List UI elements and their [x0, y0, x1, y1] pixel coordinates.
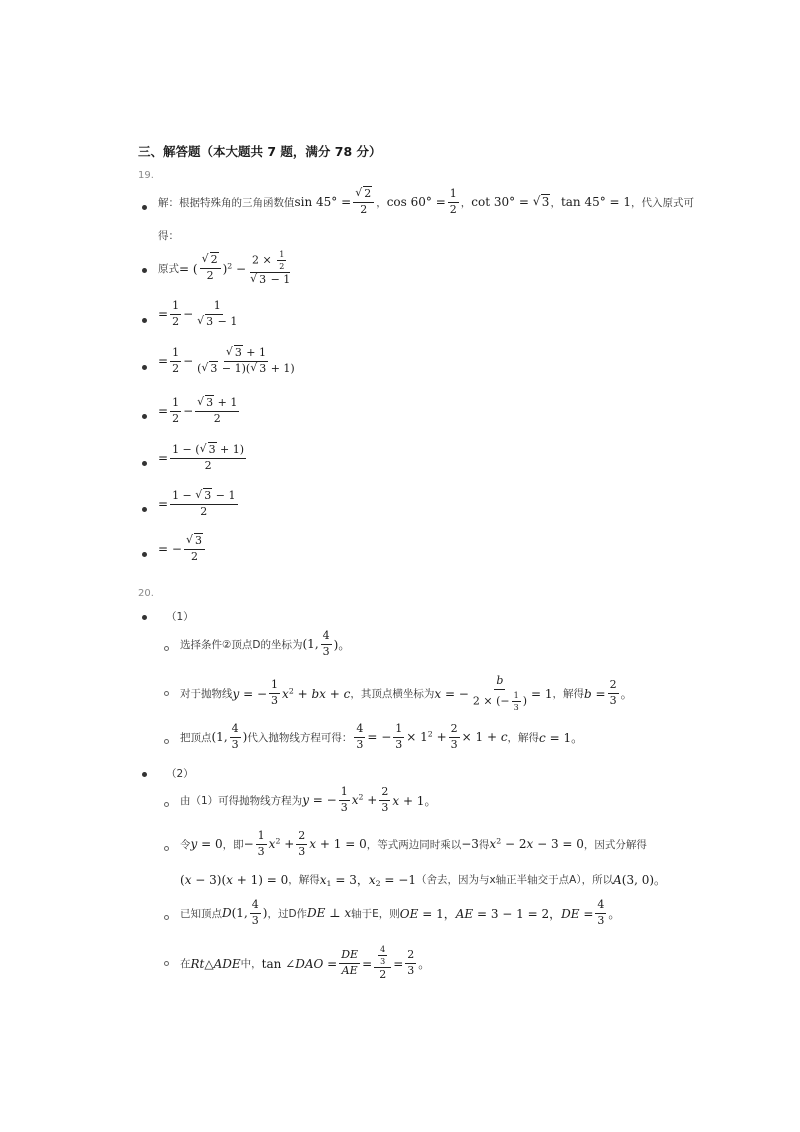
q19-intro-text: 解：根据特殊角的三角函数值: [158, 196, 295, 209]
q20-p2-s3-text-c: 轴于E，则: [351, 907, 400, 920]
bullet: [142, 461, 147, 466]
q20-p2-s4-text-b: 中，: [240, 958, 262, 970]
section-heading: 三、解答题（本大题共 7 题，满分 78 分）: [138, 144, 382, 159]
sub-bullet: [164, 802, 169, 807]
q19-step-3: = $\frac{1}{2}$ − √ $\frac{3 + 1}{(√ 3 - 1)(√ 3 + 1)}$: [158, 347, 299, 375]
q19-step-intro: 解：根据特殊角的三角函数值 sin 45° = √ $\frac{2}{2}$ ， cos 60° = $\frac{1}{2}$ ， cot 30° = √ 3 ， tan 45° = 1 ，代入原式可: [158, 188, 694, 216]
q20-p1-step-1: 选择条件②顶点D的坐标为 (1, $\frac{4}{3}$ )。: [180, 629, 351, 658]
q20-p2-s2b-text-a: ，解得: [288, 874, 320, 886]
q20-p1-step-3: 把顶点 (1, $\frac{4}{3}$ ) 代入抛物线方程可得： $\frac{4}{3}$ = − $\frac{1}{3}$ × $1^2$ + $\frac{2}{3}$ × 1 + c ，解得 c = 1。: [180, 722, 584, 751]
q19-step-4: = $\frac{1}{2}$ − √ $\frac{3 + 1}{2}$: [158, 397, 241, 425]
q19-intro-join: ，代入原式可: [631, 196, 695, 209]
q20-p2-s2-text-c: ，等式两边同时乘以: [366, 838, 462, 851]
q20-p1-s2-text-a: 对于抛物线: [180, 688, 233, 700]
q19-intro-cont: 得：: [158, 230, 179, 242]
q20-part1-label: （1）: [166, 611, 194, 623]
bullet: [142, 507, 147, 512]
q19-step-1: 原式 = ( √ $\frac{2}{2}$ )$^2$ − 2 × $\frac{1}{2}$ √ 3 − 1: [158, 250, 294, 287]
q20-p2-step-2-cont: (x − 3)(x + 1) = 0 ，解得 $x_1 = 3$，$x_2 = -1$ （舍去，因为与x轴正半轴交于点A），所以 A(3, 0)。: [180, 872, 667, 888]
q20-p2-step-1: 由（1）可得抛物线方程为 y = − $\frac{1}{3}$ $x^2$ + $\frac{2}{3}$ x + 1。: [180, 785, 437, 814]
sub-bullet: [164, 961, 169, 966]
q20-p1-s3-text-c: ，解得: [507, 731, 540, 744]
q20-p1-s1-text: 选择条件②顶点D的坐标为: [180, 638, 303, 651]
q19-step-5: = $\frac{1 - (√ 3 + 1)}{2}$: [158, 444, 248, 472]
bullet: [142, 365, 147, 370]
question-20-number: 20.: [138, 588, 154, 599]
q20-p2-s3-text-a: 已知顶点: [180, 907, 222, 920]
q20-p1-s2-text-c: ，解得: [552, 688, 584, 700]
q20-p1-s3-text-b: 代入抛物线方程可得：: [247, 731, 353, 744]
bullet: [142, 772, 147, 777]
question-19-number: 19.: [138, 170, 154, 181]
bullet: [142, 205, 147, 210]
q19-step-2: = $\frac{1}{2}$ − 1 √ 3 − 1: [158, 300, 241, 328]
q20-p1-step-2: 对于抛物线 y = − $\frac{1}{3}$ $x^2$ + bx + c ，其顶点横坐标为 x = − b 2 × (− $\frac{1}{3}$ ) = 1 ，解得 b = $\frac{2}{3}$ 。: [180, 674, 633, 712]
q19-expr-label: 原式: [158, 263, 179, 275]
q20-p2-s4-text-a: 在: [180, 958, 191, 970]
q20-p1-s3-text-a: 把顶点: [180, 731, 212, 744]
q20-p2-step-4: 在 Rt△ADE 中， tan ∠DAO = $\frac{DE}{AE}$ = $\frac{\frac{4}{3}}{2}$ = $\frac{2}{3}$ 。: [180, 945, 431, 982]
q19-step-6: = $\frac{1 - √ 3 - 1}{2}$: [158, 490, 240, 518]
sub-bullet: [164, 691, 169, 696]
q20-p2-s2-text-a: 令: [180, 838, 191, 851]
q20-p2-step-2: 令 y = 0 ，即 − $\frac{1}{3}$ $x^2$ + $\frac{2}{3}$ x + 1 = 0 ，等式两边同时乘以 −3 得 $x^2 - 2x - 3 = 0$ ，因式分解得: [180, 829, 647, 858]
bullet: [142, 615, 147, 620]
sub-bullet: [164, 739, 169, 744]
sub-bullet: [164, 846, 169, 851]
bullet: [142, 414, 147, 419]
sub-bullet: [164, 915, 169, 920]
q20-p2-s2-text-e: ，因式分解得: [583, 838, 647, 851]
q20-p1-s2-text-b: ，其顶点横坐标为: [350, 688, 435, 700]
q20-p2-s3-text-b: ，过D作: [267, 907, 308, 920]
q20-p2-s2b-text-b: （舍去，因为与x轴正半轴交于点A），所以: [415, 874, 614, 886]
sub-bullet: [164, 646, 169, 651]
q19-step-7: = − √ $\frac{3}{2}$: [158, 535, 207, 563]
q20-p2-s1-text: 由（1）可得抛物线方程为: [180, 794, 303, 807]
q20-p2-step-3: 已知顶点 D(1, $\frac{4}{3}$ ) ，过D作 DE ⊥ x 轴于E，则 OE = 1，AE = 3 − 1 = 2，DE = $\frac{4}{3}$ 。: [180, 898, 621, 927]
q20-p2-s2-text-b: ，即: [222, 838, 244, 851]
q20-part2-label: （2）: [166, 768, 194, 780]
bullet: [142, 268, 147, 273]
bullet: [142, 318, 147, 323]
bullet: [142, 552, 147, 557]
q20-p2-s2-text-d: 得: [478, 838, 490, 851]
